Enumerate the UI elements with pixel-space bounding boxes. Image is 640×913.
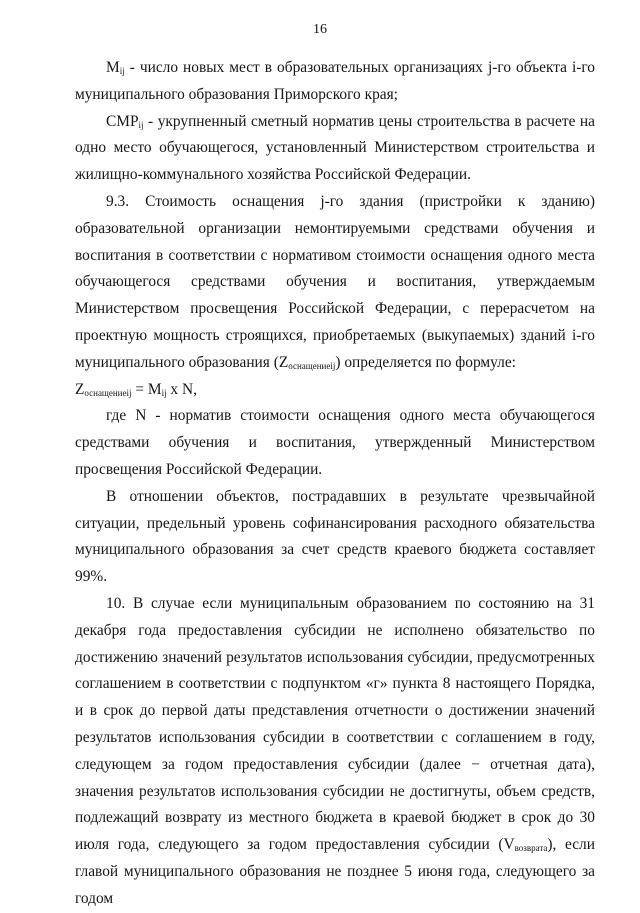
smr-definition-text: - укрупненный сметный норматив цены строительства в расчете на одно место обучающегося, установленный Министерством строительства и жилищно-коммунального хозяйства Российской Федерации. bbox=[75, 112, 595, 184]
subscript-osnashchenie: оснащениеij bbox=[288, 360, 336, 371]
paragraph-smr-definition bbox=[75, 109, 595, 189]
formula-z-subscript: оснащениеij bbox=[84, 387, 132, 398]
paragraph-10 bbox=[75, 591, 595, 913]
document-body bbox=[75, 55, 595, 913]
paragraph-9-3 bbox=[75, 189, 595, 377]
formula-rest: x N, bbox=[166, 380, 197, 398]
mij-definition-text: - число новых мест в образовательных организациях j-го объекта i-го муниципального образования Приморского края; bbox=[75, 59, 595, 103]
formula-equals-m: = M bbox=[131, 380, 162, 398]
subscript-ij: ij bbox=[119, 66, 125, 76]
paragraph-9-3-text: 9.3. Стоимость оснащения j-го здания (пристройки к зданию) образовательной организации немонтируемыми средствами обучения и воспитания в соответствии с нормативом стоимости оснащения одного места обучающегося средствами обучения и воспитания, утверждаемым Министерством просвещения Российской Федерации, с перерасчетом на проектную мощность строящихся, приобретаемых (выкупаемых) зданий i-го муниципального образования (Z bbox=[75, 192, 595, 371]
symbol-m: M bbox=[106, 59, 120, 76]
formula-z: Z bbox=[75, 380, 85, 398]
paragraph-10-text: 10. В случае если муниципальным образованием по состоянию на 31 декабря года предоставления субсидии не исполнено обязательство по достижению значений результатов использования субсидии, предусмотренных соглашением в соответствии с подпунктом «г» пункта 8 настоящего Порядка, и в срок до первой даты представления отчетности о достижении значений результатов использования субсидии в соответствии с соглашением в году, следующем за годом предоставления субсидии (далее − отчетная дата), значения результатов использования субсидии не достигнуты, объем средств, подлежащий возврату из местного бюджета в краевой бюджет в срок до 30 июля года, следующего за годом предоставления субсидии (V bbox=[75, 594, 595, 854]
paragraph-mij-definition bbox=[75, 55, 595, 109]
subscript-vozvrata: возврата bbox=[514, 843, 548, 854]
paragraph-n-definition: где N - норматив стоимости оснащения одного места обучающегося средствами обучения и воспитания, утвержденный Министерством просвещения Российской Федерации. bbox=[75, 407, 595, 478]
formula-m-subscript: ij bbox=[161, 387, 167, 398]
symbol-smr: СМР bbox=[106, 112, 139, 130]
subscript-ij: ij bbox=[138, 119, 144, 130]
paragraph-9-3-tail: ) определяется по формуле: bbox=[335, 353, 516, 371]
page-number: 16 bbox=[313, 22, 327, 37]
formula-line bbox=[75, 377, 595, 404]
paragraph-emergency: В отношении объектов, пострадавших в результате чрезвычайной ситуации, предельный уровень софинансирования расходного обязательства муниципального образования за счет средств краевого бюджета составляет 99%. bbox=[75, 487, 595, 586]
paragraph-10-tail: ), если главой муниципального образования не позднее 5 июня года, следующего за годом bbox=[75, 836, 595, 907]
